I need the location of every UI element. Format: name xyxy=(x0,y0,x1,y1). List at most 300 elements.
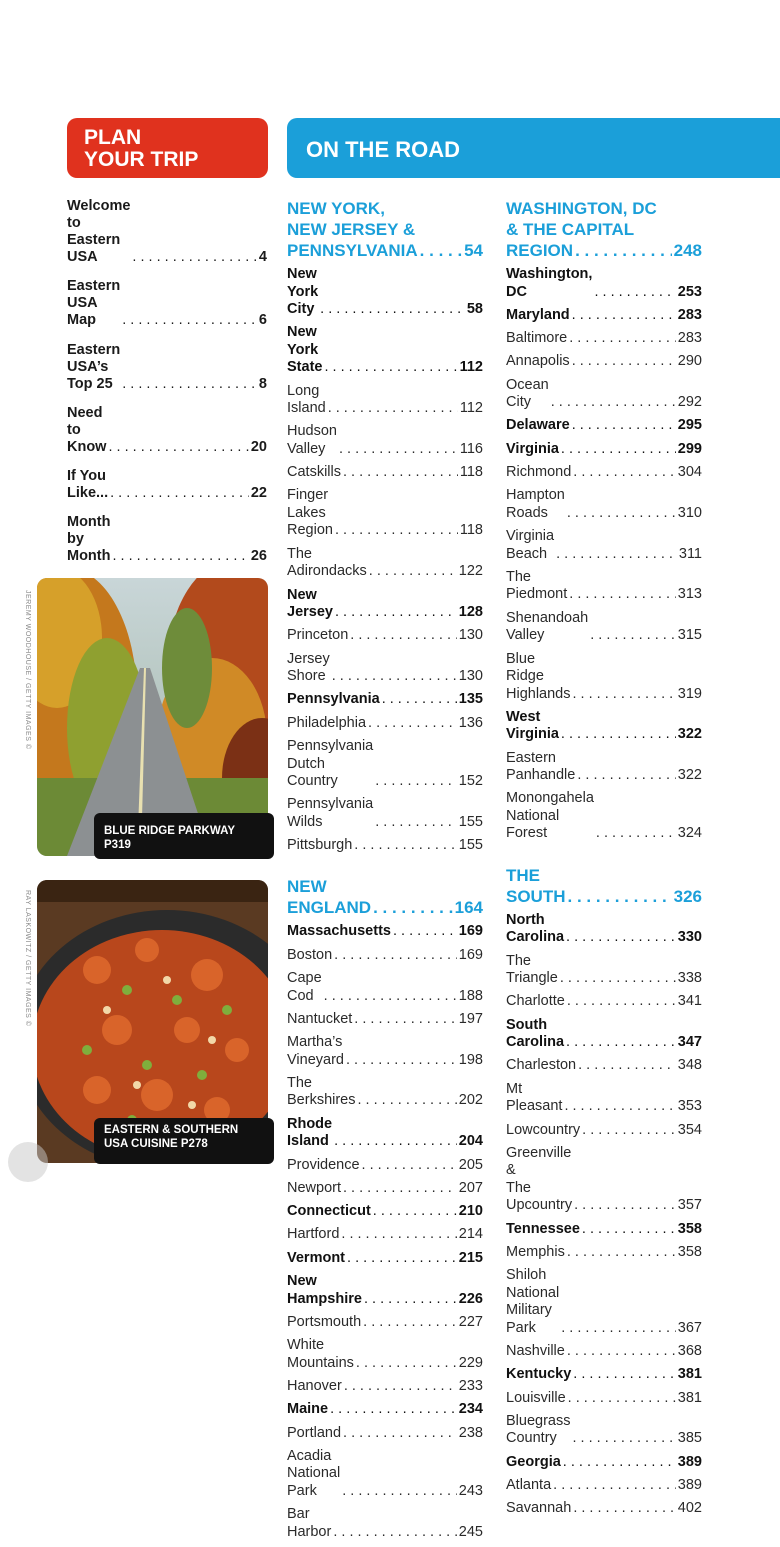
place-entry-page: 357 xyxy=(677,1197,702,1214)
dot-leader xyxy=(564,1098,675,1116)
region-entry-text: North Carolina xyxy=(506,911,565,946)
place-entry-text: Monongahela National Forest xyxy=(506,790,594,842)
plan-header-line-1: PLAN xyxy=(84,126,142,149)
place-entry-page: 130 xyxy=(458,627,483,644)
place-entry-text: Savannah xyxy=(506,1500,572,1517)
dot-leader xyxy=(350,627,457,645)
dot-leader xyxy=(561,441,676,459)
region-entry-page: 389 xyxy=(677,1453,702,1470)
dot-leader xyxy=(368,715,457,733)
place-entry-text: Portland xyxy=(287,1424,342,1441)
plan-entry-page: 26 xyxy=(250,548,267,565)
dot-leader xyxy=(324,988,457,1006)
region-entry-text: Kentucky xyxy=(506,1366,572,1383)
dot-leader xyxy=(369,563,457,581)
dot-leader xyxy=(342,1483,457,1501)
place-entry xyxy=(506,993,702,1011)
place-entry-page: 310 xyxy=(677,504,702,521)
region-entry-text: South Carolina xyxy=(506,1016,565,1051)
dot-leader xyxy=(573,1366,676,1384)
region-entry-text: Washington, DC xyxy=(506,266,593,300)
region-entry-page: 234 xyxy=(458,1401,483,1418)
dot-leader xyxy=(569,330,676,348)
dot-leader xyxy=(382,691,457,709)
dot-leader xyxy=(572,307,676,325)
region-entry-text: West Virginia xyxy=(506,708,559,743)
place-entry-text: Boston xyxy=(287,946,333,963)
place-entry xyxy=(287,1378,483,1396)
dot-leader xyxy=(572,686,675,704)
place-entry xyxy=(287,383,483,418)
region-entry xyxy=(506,912,702,947)
place-entry-text: Eastern Panhandle xyxy=(506,749,576,784)
place-entry xyxy=(287,1075,483,1110)
dot-leader xyxy=(346,1052,457,1070)
place-entry-text: Pennsylvania Wilds xyxy=(287,796,374,830)
place-entry-text: Hartford xyxy=(287,1226,340,1243)
region-entry xyxy=(287,1273,483,1308)
dot-leader xyxy=(572,353,676,371)
place-entry-text: Shiloh National Military Park xyxy=(506,1267,560,1336)
region-entry xyxy=(287,1401,483,1419)
place-entry-page: 188 xyxy=(458,987,483,1004)
region-entry xyxy=(287,691,483,709)
dot-leader xyxy=(341,1226,456,1244)
place-entry-text: Pittsburgh xyxy=(287,837,353,854)
place-entry xyxy=(506,487,702,522)
place-entry xyxy=(506,1390,702,1408)
dot-leader xyxy=(420,240,462,261)
place-entry xyxy=(287,1180,483,1198)
region-entry-text: New Hampshire xyxy=(287,1273,362,1307)
place-entry-text: Virginia Beach xyxy=(506,528,555,562)
region-entry xyxy=(287,923,483,941)
place-entry-page: 130 xyxy=(458,668,483,685)
place-entry-text: Charleston xyxy=(506,1057,577,1074)
place-entry-page: 238 xyxy=(458,1424,483,1441)
region-entry-page: 295 xyxy=(677,417,702,434)
dot-leader xyxy=(108,439,248,456)
region-entry-page: 347 xyxy=(677,1034,702,1051)
dot-leader xyxy=(112,548,248,565)
dot-leader xyxy=(354,1011,457,1029)
region-entry xyxy=(506,709,702,744)
section-heading-line: WASHINGTON, DC xyxy=(506,199,657,218)
place-entry xyxy=(506,1500,702,1518)
dot-leader xyxy=(551,394,676,412)
plan-entry-text: Welcome to Eastern USA xyxy=(67,198,131,265)
region-entry xyxy=(287,1203,483,1221)
place-entry-page: 118 xyxy=(459,464,483,481)
place-entry-page: 315 xyxy=(677,627,702,644)
place-entry xyxy=(287,1034,483,1069)
plan-entry xyxy=(67,405,267,456)
place-entry-text: Jersey Shore xyxy=(287,650,330,685)
dot-leader xyxy=(572,417,676,435)
place-entry-page: 227 xyxy=(458,1313,483,1330)
dot-leader xyxy=(563,1454,676,1472)
region-entry-page: 381 xyxy=(677,1366,702,1383)
dot-leader xyxy=(362,1157,457,1175)
dot-leader xyxy=(328,400,458,418)
plan-entry-text: If You Like... xyxy=(67,468,109,502)
region-entry xyxy=(506,1454,702,1472)
place-entry-page: 348 xyxy=(677,1057,702,1074)
dot-leader xyxy=(343,464,458,482)
place-entry xyxy=(287,796,483,831)
dot-leader xyxy=(122,312,257,329)
photo2-caption-text: EASTERN & SOUTHERN USA CUISINE P278 xyxy=(104,1124,239,1150)
region-entry-page: 210 xyxy=(458,1203,483,1220)
place-entry-page: 322 xyxy=(677,767,702,784)
place-entry-text: Shenandoah Valley xyxy=(506,609,589,644)
place-entry xyxy=(287,1425,483,1443)
place-entry-text: Bluegrass Country xyxy=(506,1412,571,1447)
place-entry-page: 207 xyxy=(458,1179,483,1196)
place-entry-text: Long Island xyxy=(287,382,326,417)
place-entry-page: 112 xyxy=(459,400,483,417)
section-heading xyxy=(506,865,702,907)
place-entry xyxy=(506,1122,702,1140)
photo2-caption xyxy=(94,1118,274,1164)
plan-entry-text: Need to Know xyxy=(67,404,107,455)
place-entry-text: Atlanta xyxy=(506,1477,552,1493)
dot-leader xyxy=(334,1133,457,1151)
dot-leader xyxy=(320,301,465,319)
dot-leader xyxy=(566,1034,676,1052)
region-entry-page: 112 xyxy=(459,359,483,376)
place-entry xyxy=(287,970,483,1005)
place-entry-page: 122 xyxy=(458,563,483,580)
place-entry xyxy=(506,377,702,412)
place-entry xyxy=(506,353,702,371)
place-entry-page: 152 xyxy=(458,773,483,790)
place-entry-page: 205 xyxy=(458,1156,483,1173)
place-entry-page: 155 xyxy=(458,837,483,854)
dot-leader xyxy=(567,505,676,523)
place-entry-text: Hanover xyxy=(287,1377,342,1394)
dot-leader xyxy=(375,814,457,832)
place-entry-page: 304 xyxy=(677,464,702,481)
place-entry-text: Louisville xyxy=(506,1389,566,1406)
place-entry-text: Finger Lakes Region xyxy=(287,487,333,539)
dot-leader xyxy=(364,1291,457,1309)
dot-leader xyxy=(569,586,676,604)
place-entry-text: Pennsylvania Dutch Country xyxy=(287,738,374,790)
place-entry-page: 367 xyxy=(677,1319,702,1336)
region-entry-page: 322 xyxy=(677,726,702,743)
watermark-logo xyxy=(8,1142,48,1182)
place-entry xyxy=(287,1226,483,1244)
section-heading xyxy=(287,876,483,918)
place-entry-page: 116 xyxy=(459,440,483,457)
region-entry-page: 58 xyxy=(466,301,483,317)
dot-leader xyxy=(334,947,457,965)
region-entry-text: Connecticut xyxy=(287,1203,371,1220)
dot-leader xyxy=(363,1314,457,1332)
region-entry xyxy=(287,266,483,319)
place-entry xyxy=(506,1145,702,1215)
place-entry-text: Portsmouth xyxy=(287,1313,362,1330)
place-entry xyxy=(287,487,483,540)
dot-leader xyxy=(333,1524,456,1542)
dot-leader xyxy=(343,1425,457,1443)
on-the-road-column-2 xyxy=(506,198,702,1524)
place-entry xyxy=(506,1081,702,1116)
place-entry xyxy=(506,1413,702,1448)
dot-leader xyxy=(358,1092,457,1110)
section-heading-page: 164 xyxy=(454,898,483,918)
section-heading-line: NEW YORK, xyxy=(287,199,385,218)
region-entry-page: 128 xyxy=(458,604,483,621)
region-entry xyxy=(287,587,483,622)
place-entry-text: Charlotte xyxy=(506,993,565,1010)
plan-entry-page: 22 xyxy=(250,485,267,502)
region-entry xyxy=(287,324,483,377)
dot-leader xyxy=(577,767,675,785)
place-entry xyxy=(506,953,702,988)
place-entry xyxy=(287,1011,483,1029)
region-entry xyxy=(506,1221,702,1239)
section-heading-page: 248 xyxy=(673,241,702,260)
place-entry-text: Bar Harbor xyxy=(287,1506,332,1540)
region-entry-page: 299 xyxy=(677,440,702,457)
place-entry-text: Blue Ridge Highlands xyxy=(506,650,571,702)
place-entry xyxy=(506,1057,702,1075)
place-entry-text: White Mountains xyxy=(287,1337,354,1371)
plan-entry xyxy=(67,514,267,565)
place-entry xyxy=(506,569,702,604)
place-entry-text: Mt Pleasant xyxy=(506,1080,563,1115)
dot-leader xyxy=(561,726,676,744)
place-entry xyxy=(506,610,702,645)
place-entry-text: Philadelphia xyxy=(287,714,367,731)
plan-entry xyxy=(67,342,267,393)
plan-entry-page: 4 xyxy=(258,249,267,265)
dot-leader xyxy=(560,970,676,988)
place-entry xyxy=(287,1157,483,1175)
place-entry-page: 402 xyxy=(677,1500,702,1517)
region-entry-text: Pennsylvania xyxy=(287,691,380,708)
place-entry-page: 389 xyxy=(677,1477,702,1493)
place-entry-text: Hampton Roads xyxy=(506,487,565,521)
place-entry xyxy=(506,464,702,482)
place-entry-text: Memphis xyxy=(506,1243,565,1260)
dot-leader xyxy=(594,284,675,302)
photo1-credit: JEREMY WOODHOUSE / GETTY IMAGES © xyxy=(24,590,31,750)
dot-leader xyxy=(553,1477,676,1495)
dot-leader xyxy=(373,897,453,918)
place-entry-text: Newport xyxy=(287,1179,341,1196)
section-heading-text: THE SOUTH xyxy=(506,865,566,906)
place-entry xyxy=(287,546,483,581)
place-entry-page: 233 xyxy=(458,1377,483,1394)
place-entry-text: Catskills xyxy=(287,464,341,481)
section-heading xyxy=(506,198,702,261)
section-gap xyxy=(506,849,702,865)
region-entry-text: Vermont xyxy=(287,1249,346,1266)
dot-leader xyxy=(335,522,458,540)
dot-leader xyxy=(568,886,672,907)
place-entry-text: The Berkshires xyxy=(287,1074,356,1109)
place-entry-text: Providence xyxy=(287,1156,360,1173)
place-entry xyxy=(287,627,483,645)
place-entry-page: 155 xyxy=(458,813,483,830)
region-entry xyxy=(287,1116,483,1151)
dot-leader xyxy=(568,1390,676,1408)
place-entry-page: 214 xyxy=(458,1226,483,1243)
place-entry xyxy=(287,1506,483,1541)
region-entry-page: 226 xyxy=(458,1290,483,1307)
region-entry-page: 358 xyxy=(677,1220,702,1237)
dot-leader xyxy=(590,627,676,645)
region-entry-text: Maryland xyxy=(506,306,570,323)
place-entry-text: Ocean City xyxy=(506,376,549,411)
dot-leader xyxy=(347,1250,457,1268)
section-heading-text: REGION xyxy=(506,241,574,260)
place-entry-page: 311 xyxy=(678,545,702,562)
region-entry-page: 204 xyxy=(458,1133,483,1150)
section-heading-text: NEW ENGLAND xyxy=(287,877,372,918)
dot-leader xyxy=(575,240,672,261)
region-entry-text: New York City xyxy=(287,266,319,317)
plan-entry-text: Eastern USA’s Top 25 xyxy=(67,341,121,392)
dot-leader xyxy=(332,668,457,686)
dot-leader xyxy=(596,825,676,843)
region-entry xyxy=(506,1017,702,1052)
dot-leader xyxy=(132,249,257,266)
dot-leader xyxy=(356,1355,457,1373)
plan-entry-text: Month by Month xyxy=(67,514,111,565)
place-entry-page: 197 xyxy=(458,1010,483,1027)
place-entry xyxy=(287,837,483,855)
dot-leader xyxy=(572,1430,675,1448)
region-entry xyxy=(287,1250,483,1268)
place-entry xyxy=(287,464,483,482)
plan-entry-page: 6 xyxy=(258,312,267,329)
region-entry-text: Rhode Island xyxy=(287,1115,333,1150)
dot-leader xyxy=(578,1057,676,1075)
region-entry-text: Georgia xyxy=(506,1453,561,1470)
region-entry xyxy=(506,1366,702,1384)
place-entry xyxy=(506,1477,702,1495)
place-entry-page: 198 xyxy=(458,1051,483,1068)
place-entry xyxy=(287,1337,483,1372)
dot-leader xyxy=(110,485,249,502)
plan-entry-page: 8 xyxy=(258,375,267,392)
dot-leader xyxy=(339,441,458,459)
on-the-road-header xyxy=(287,118,780,178)
dot-leader xyxy=(573,1500,675,1518)
place-entry xyxy=(287,423,483,458)
place-entry-page: 353 xyxy=(677,1098,702,1115)
place-entry-page: 368 xyxy=(677,1343,702,1360)
dot-leader xyxy=(582,1221,676,1239)
dot-leader xyxy=(567,1244,676,1262)
place-entry-text: Lowcountry xyxy=(506,1121,581,1138)
place-entry-page: 381 xyxy=(677,1389,702,1406)
place-entry-page: 243 xyxy=(458,1482,483,1499)
region-entry-text: Delaware xyxy=(506,417,570,434)
place-entry xyxy=(506,1343,702,1361)
place-entry xyxy=(506,1267,702,1337)
plan-your-trip-header xyxy=(67,118,268,178)
place-entry-page: 245 xyxy=(458,1523,483,1540)
place-entry-text: Martha’s Vineyard xyxy=(287,1034,344,1068)
place-entry xyxy=(506,790,702,843)
dot-leader xyxy=(122,376,257,393)
dot-leader xyxy=(324,359,457,377)
region-entry-text: New Jersey xyxy=(287,586,333,621)
dot-leader xyxy=(573,464,676,482)
place-entry xyxy=(506,330,702,348)
place-entry-text: Hudson Valley xyxy=(287,423,337,457)
dot-leader xyxy=(393,923,457,941)
dot-leader xyxy=(330,1401,457,1419)
on-the-road-column-1 xyxy=(287,198,483,1547)
place-entry-page: 319 xyxy=(677,685,702,702)
section-gap xyxy=(287,860,483,876)
place-entry-text: The Triangle xyxy=(506,952,558,987)
dot-leader xyxy=(335,604,457,622)
dot-leader xyxy=(354,837,457,855)
place-entry-page: 358 xyxy=(677,1243,702,1260)
place-entry xyxy=(287,1448,483,1501)
section-heading-line: NEW JERSEY & xyxy=(287,220,416,239)
place-entry-text: The Adirondacks xyxy=(287,545,367,580)
region-entry xyxy=(506,441,702,459)
dot-leader xyxy=(375,773,457,791)
place-entry-page: 313 xyxy=(677,586,702,603)
region-entry-text: Tennessee xyxy=(506,1220,580,1237)
place-entry-page: 118 xyxy=(459,522,483,539)
plan-entry xyxy=(67,468,267,502)
dot-leader xyxy=(556,546,677,564)
place-entry-page: 292 xyxy=(677,394,702,411)
photo1-caption: BLUE RIDGE PARKWAY P319 xyxy=(94,813,274,859)
place-entry xyxy=(287,738,483,791)
place-entry-page: 385 xyxy=(677,1430,702,1447)
place-entry xyxy=(506,528,702,563)
dot-leader xyxy=(567,1343,676,1361)
plan-entry xyxy=(67,198,267,266)
place-entry-text: Richmond xyxy=(506,464,572,481)
place-entry-text: Acadia National Park xyxy=(287,1447,341,1499)
section-heading-page: 326 xyxy=(673,886,702,906)
dot-leader xyxy=(343,1180,457,1198)
place-entry xyxy=(506,1244,702,1262)
place-entry-text: Annapolis xyxy=(506,353,570,370)
plan-entry xyxy=(67,278,267,329)
place-entry-text: Nashville xyxy=(506,1343,565,1360)
dot-leader xyxy=(373,1203,457,1221)
place-entry-page: 341 xyxy=(677,993,702,1010)
place-entry xyxy=(287,947,483,965)
dot-leader xyxy=(344,1378,457,1396)
place-entry xyxy=(287,1314,483,1332)
region-entry xyxy=(506,417,702,435)
plan-entry-text: Eastern USA Map xyxy=(67,278,121,329)
place-entry-page: 283 xyxy=(677,330,702,347)
place-entry-text: The Piedmont xyxy=(506,568,568,603)
plan-header-line-2: YOUR TRIP xyxy=(84,148,199,171)
road-header-label: ON THE ROAD xyxy=(306,137,460,162)
place-entry-page: 136 xyxy=(458,714,483,731)
place-entry-page: 229 xyxy=(458,1354,483,1371)
photo2-credit: RAY LASKOWITZ / GETTY IMAGES © xyxy=(24,890,31,1027)
place-entry-text: Cape Cod xyxy=(287,970,322,1004)
region-entry-text: Maine xyxy=(287,1401,329,1418)
